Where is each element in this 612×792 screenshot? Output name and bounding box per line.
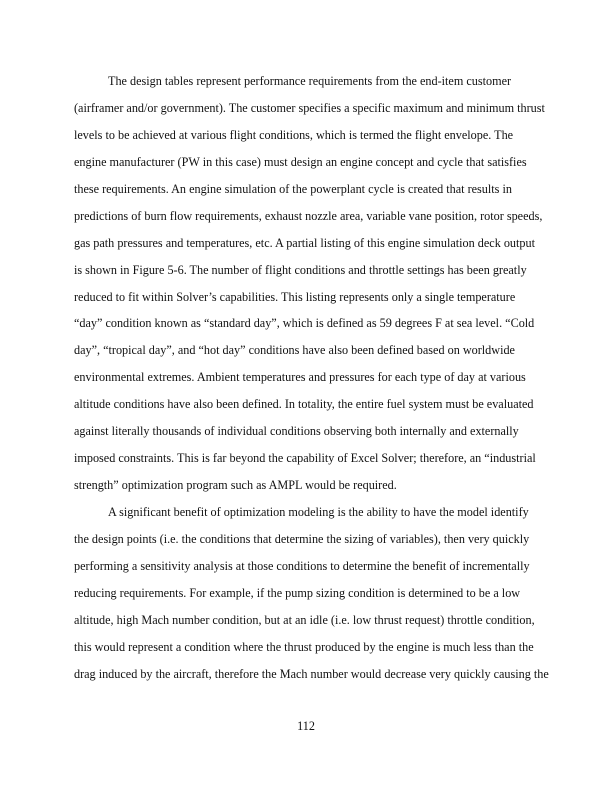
paragraph-1-line-11: day”, “tropical day”, and “hot day” conditions have also been defined based on worldwide — [74, 343, 515, 358]
paragraph-1-line-15: imposed constraints. This is far beyond the capability of Excel Solver; therefore, an “industrial — [74, 451, 536, 466]
paragraph-1-line-12: environmental extremes. Ambient temperatures and pressures for each type of day at various — [74, 370, 526, 385]
paragraph-1-line-1: The design tables represent performance requirements from the end-item customer — [108, 74, 512, 88]
paragraph-2-line-4: reducing requirements. For example, if the pump sizing condition is determined to be a low — [74, 585, 521, 600]
paragraph-1-line-2: (airframer and/or government). The customer specifies a specific maximum and minimum thrust — [74, 100, 545, 115]
paragraph-1-line-9: reduced to fit within Solver’s capabilities. This listing represents only a single temperature — [74, 289, 516, 304]
paragraph-2-line-6: this would represent a condition where the thrust produced by the engine is much less than the — [74, 639, 534, 654]
paragraph-1-line-10: “day” condition known as “standard day”, which is defined as 59 degrees F at sea level. “Cold — [74, 316, 535, 331]
paragraph-1-line-4: engine manufacturer (PW in this case) must design an engine concept and cycle that satisfies — [74, 154, 527, 169]
paragraph-2-line-7: drag induced by the aircraft, therefore the Mach number would decrease very quickly causing the — [74, 666, 549, 681]
paragraph-1-line-5: these requirements. An engine simulation of the powerplant cycle is created that results in — [74, 181, 512, 196]
paragraph-1-line-13: altitude conditions have also been defined. In totality, the entire fuel system must be evaluated — [74, 397, 534, 412]
paragraph-1-line-14: against literally thousands of individual conditions observing both internally and externally — [74, 424, 519, 439]
body-text — [74, 68, 549, 688]
paragraph-1-line-3: levels to be achieved at various flight conditions, which is termed the flight envelope. The — [74, 127, 514, 142]
paragraph-1-line-8: is shown in Figure 5-6. The number of flight conditions and throttle settings has been greatly — [74, 262, 527, 277]
paragraph-1-line-16: strength” optimization program such as AMPL would be required. — [74, 478, 397, 493]
paragraph-2-line-2: the design points (i.e. the conditions that determine the sizing of variables), then very quickly — [74, 531, 530, 546]
paragraph-1-line-7: gas path pressures and temperatures, etc. A partial listing of this engine simulation deck output — [74, 235, 535, 250]
paragraph-2-line-1: A significant benefit of optimization modeling is the ability to have the model identify — [108, 505, 529, 519]
paragraph-1-line-6: predictions of burn flow requirements, exhaust nozzle area, variable vane position, rotor speeds, — [74, 208, 543, 223]
paragraph-2-line-3: performing a sensitivity analysis at those conditions to determine the benefit of incrementally — [74, 558, 530, 573]
paragraph-2-line-5: altitude, high Mach number condition, but at an idle (i.e. low thrust request) throttle condition, — [74, 612, 535, 627]
page-number: 112 — [297, 719, 315, 733]
